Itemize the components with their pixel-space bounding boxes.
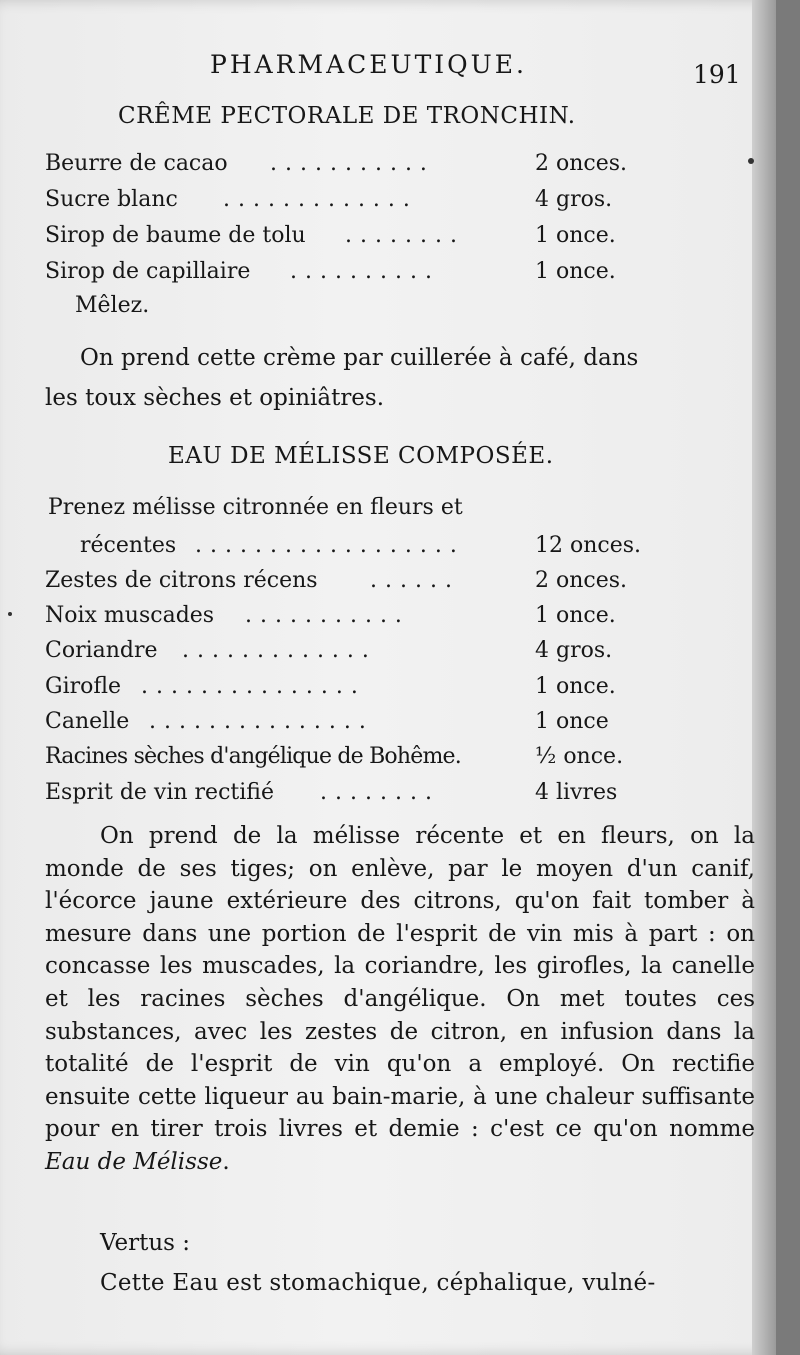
ingredient-leader: ............. <box>223 187 418 212</box>
ingredient-name: Coriandre <box>45 638 158 663</box>
ingredient-name: Zestes de citrons récens <box>45 568 318 593</box>
ingredient-amount: 4 livres <box>535 780 618 805</box>
ingredient-amount: 12 onces. <box>535 533 642 558</box>
running-title: PHARMACEUTIQUE. <box>210 50 527 79</box>
ingredient-leader: .......... <box>290 259 440 284</box>
preparation-text: On prend de la mélisse récente et en fleurs, on la monde de ses tiges; on enlève, par le moyen d'un canif, l'écorce jaune extérieure des citrons, qu'on fait tomber à mesure dans une portion de l'esprit de vin mis à part : on concasse les muscades, la coriandre, les girofles, la canelle et les racines sèches d'angélique. On met toutes ces substances, avec les zestes de citron, en infusion dans la totalité de l'esprit de vin qu'on a employé. On rectifie ensuite cette liqueur au bain-marie, à une chaleur suffisante pour en tirer trois livres et demie : c'est ce qu'on nomme <box>45 823 755 1143</box>
ingredient-leader: ............... <box>149 709 374 734</box>
ingredient-leader: ........... <box>245 603 410 628</box>
ingredient-leader: ............. <box>182 638 377 663</box>
virtues-heading: Vertus : <box>100 1230 191 1256</box>
eau-item-4 <box>45 603 745 631</box>
ingredient-amount: 4 gros. <box>535 638 613 663</box>
eau-item-7 <box>45 709 745 737</box>
ingredient-leader: ............... <box>141 674 366 699</box>
mix-instruction: Mêlez. <box>75 293 150 318</box>
ingredient-leader: ........... <box>270 151 435 176</box>
ink-speck <box>748 158 754 164</box>
eau-item-3 <box>45 568 745 596</box>
ingredient-amount: 1 once. <box>535 674 616 699</box>
ingredient-amount: 2 onces. <box>535 568 628 593</box>
virtues-text: Cette Eau est stomachique, céphalique, vulné- <box>100 1270 656 1296</box>
eau-title: EAU DE MÉLISSE COMPOSÉE. <box>168 443 554 469</box>
ingredient-amount: 2 onces. <box>535 151 628 176</box>
page-number: 191 <box>693 60 741 89</box>
ingredient-name: Noix muscades <box>45 603 215 628</box>
page-edge-shadow <box>752 0 776 1355</box>
creme-usage-line-1: On prend cette crème par cuillerée à café, dans <box>80 345 639 371</box>
ingredient-amount: 1 once. <box>535 259 616 284</box>
preparation-paragraph <box>45 820 755 1179</box>
creme-item-1 <box>45 151 745 179</box>
ingredient-name: Girofle <box>45 674 122 699</box>
ingredient-name: Sucre blanc <box>45 187 178 212</box>
ingredient-name: Prenez mélisse citronnée en fleurs et <box>48 495 463 520</box>
ingredient-amount: 1 once. <box>535 603 616 628</box>
ingredient-leader: ...... <box>370 568 460 593</box>
eau-item-9 <box>45 780 745 808</box>
creme-item-4 <box>45 259 745 287</box>
preparation-end: . <box>222 1148 230 1175</box>
ingredient-name: Esprit de vin rectifié <box>45 780 274 805</box>
creme-title: CRÊME PECTORALE DE TRONCHIN. <box>118 103 576 129</box>
eau-item-8 <box>45 744 745 772</box>
ingredient-amount: 1 once <box>535 709 609 734</box>
creme-item-3 <box>45 223 745 251</box>
ingredient-name: Sirop de capillaire <box>45 259 251 284</box>
ingredient-amount: 4 gros. <box>535 187 613 212</box>
ingredient-leader: .................. <box>195 533 465 558</box>
ingredient-leader: ........ <box>320 780 440 805</box>
ingredient-name: Sirop de baume de tolu <box>45 223 306 248</box>
ingredient-name: Racines sèches d'angélique de Bohême. <box>45 744 461 769</box>
remedy-name: Eau de Mélisse <box>45 1148 223 1175</box>
ingredient-name: Canelle <box>45 709 130 734</box>
eau-item-1 <box>48 495 463 520</box>
ingredient-amount: ½ once. <box>535 744 624 769</box>
eau-item-5 <box>45 638 745 666</box>
ingredient-name: Beurre de cacao <box>45 151 228 176</box>
ingredient-leader: ........ <box>345 223 465 248</box>
eau-item-2 <box>45 533 745 561</box>
eau-item-6 <box>45 674 745 702</box>
ingredient-amount: 1 once. <box>535 223 616 248</box>
creme-usage-line-2: les toux sèches et opiniâtres. <box>45 385 385 411</box>
ingredient-name: récentes <box>80 533 177 558</box>
ink-speck <box>8 612 12 616</box>
creme-item-2 <box>45 187 745 215</box>
